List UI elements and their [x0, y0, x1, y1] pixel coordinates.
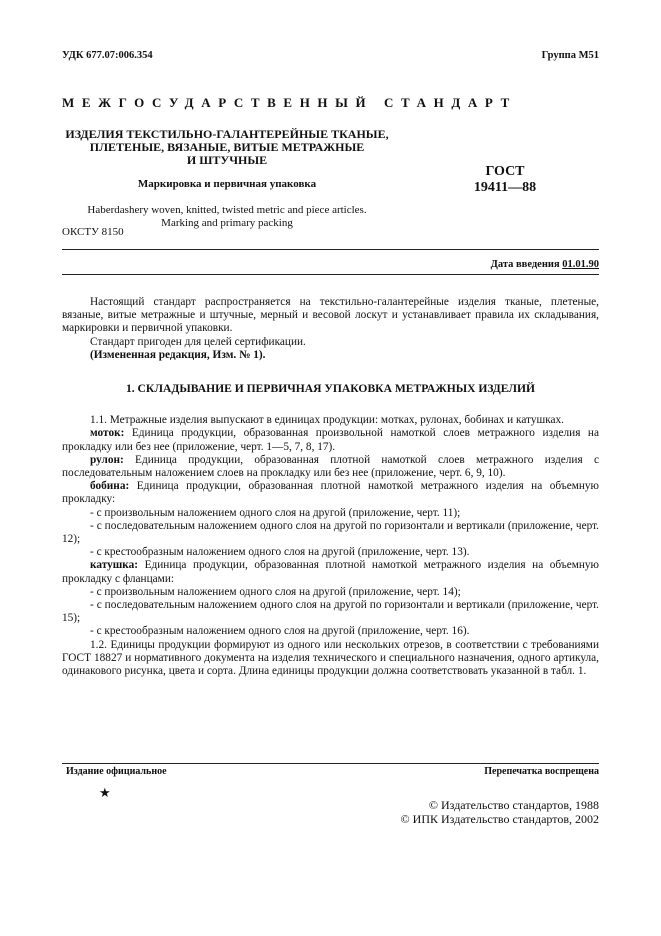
copyright-block [401, 798, 599, 826]
clause-1-1: 1.1. Метражные изделия выпускают в единицах продукции: мотках, рулонах, бобинах и катушках. [90, 414, 564, 427]
term-bobina [62, 480, 599, 506]
gost-number: 19411—88 [473, 180, 537, 195]
list-item: - с последовательным наложением одного слоя на другой по горизонтали и вертикали (приложение, черт. 15); [62, 599, 599, 625]
star-icon: ★ [99, 785, 111, 800]
term-definition: Единица продукции, образованная плотной намоткой метражного изделия на объемную прокладку с фланцами: [62, 559, 599, 585]
reprint-prohibited-label: Перепечатка воспрещена [484, 766, 599, 777]
document-subtitle: Маркировка и первичная упаковка [137, 178, 317, 190]
gost-label: ГОСТ [485, 164, 525, 179]
list-item: - с крестообразным наложением одного слоя на другой (приложение, черт. 13). [90, 546, 470, 559]
term-rulon [62, 454, 599, 480]
intro-date-label: Дата введения [490, 259, 563, 270]
term-label: рулон: [90, 453, 124, 466]
term-label: катушка: [90, 559, 139, 572]
english-title-line: Haberdashery woven, knitted, twisted metric and piece articles. [87, 204, 367, 216]
list-item: - с произвольным наложением одного слоя на другой (приложение, черт. 11); [90, 506, 461, 519]
document-body [62, 296, 599, 678]
title-line: ИЗДЕЛИЯ ТЕКСТИЛЬНО-ГАЛАНТЕРЕЙНЫЕ ТКАНЫЕ, [65, 127, 389, 141]
list-item: - с крестообразным наложением одного слоя на другой (приложение, черт. 16). [90, 625, 470, 638]
divider [62, 249, 599, 250]
official-edition-label: Издание официальное [66, 766, 167, 777]
title-line: И ШТУЧНЫЕ [186, 153, 268, 167]
certification-note: Стандарт пригоден для целей сертификации. [90, 335, 306, 348]
udk-code: УДК 677.07:006.354 [62, 50, 153, 61]
term-definition: Единица продукции, образованная плотной намоткой слоев метражного изделия с последовательным наложением слоев на прокладку или без нее (приложение, черт. 6, 9, 10). [62, 453, 599, 480]
term-definition: Единица продукции, образованная плотной намоткой метражного изделия на объемную прокладку: [62, 480, 599, 506]
intro-date-value: 01.01.90 [562, 259, 599, 270]
section-heading: 1. СКЛАДЫВАНИЕ И ПЕРВИЧНАЯ УПАКОВКА МЕТРАЖНЫХ ИЗДЕЛИЙ [125, 382, 536, 396]
document-title [62, 128, 392, 167]
copyright-line: © Издательство стандартов, 1988 [428, 798, 599, 812]
list-item: - с последовательным наложением одного слоя на другой по горизонтали и вертикали (приложение, черт. 12); [62, 519, 599, 546]
gost-designation [470, 164, 540, 196]
okstu-code: ОКСТУ 8150 [62, 226, 124, 238]
clause-1-2: 1.2. Единицы продукции формируют из одного или нескольких отрезов, в соответствии с требованиями ГОСТ 18827 и нормативного документа на изделия технического и специального назначения, одного артикула, одинакового рисунка, цвета и сорта. Длина единицы продукции должна соответствовать указанной в табл. 1. [62, 638, 599, 678]
amendment-note: (Измененная редакция, Изм. № 1). [90, 348, 266, 361]
term-label: моток: [90, 427, 125, 440]
title-line: ПЛЕТЕНЫЕ, ВЯЗАНЫЕ, ВИТЫЕ МЕТРАЖНЫЕ [89, 140, 365, 154]
group-code: Группа М51 [541, 50, 599, 61]
english-title-line: Marking and primary packing [161, 217, 293, 229]
list-item: - с произвольным наложением одного слоя на другой (приложение, черт. 14); [90, 585, 461, 598]
term-katushka [62, 559, 599, 585]
intro-paragraph: Настоящий стандарт распространяется на текстильно-галантерейные изделия тканые, плетеные, вязаные, витые метражные и штучные, мерный и весовой лоскут и устанавливает правила их складывания, маркировки и первичной упаковки. [62, 296, 599, 335]
term-label: бобина: [90, 480, 130, 493]
term-definition: Единица продукции, образованная произвольной намоткой слоев метражного изделия на прокладку или без нее (приложение, черт. 1—5, 7, 8, 17). [62, 427, 599, 453]
standard-banner: МЕЖГОСУДАРСТВЕННЫЙ СТАНДАРТ [62, 95, 517, 110]
intro-date [491, 259, 599, 270]
divider [62, 274, 599, 275]
term-motok [62, 427, 599, 453]
copyright-line: © ИПК Издательство стандартов, 2002 [400, 812, 599, 826]
footer-divider [62, 763, 599, 764]
